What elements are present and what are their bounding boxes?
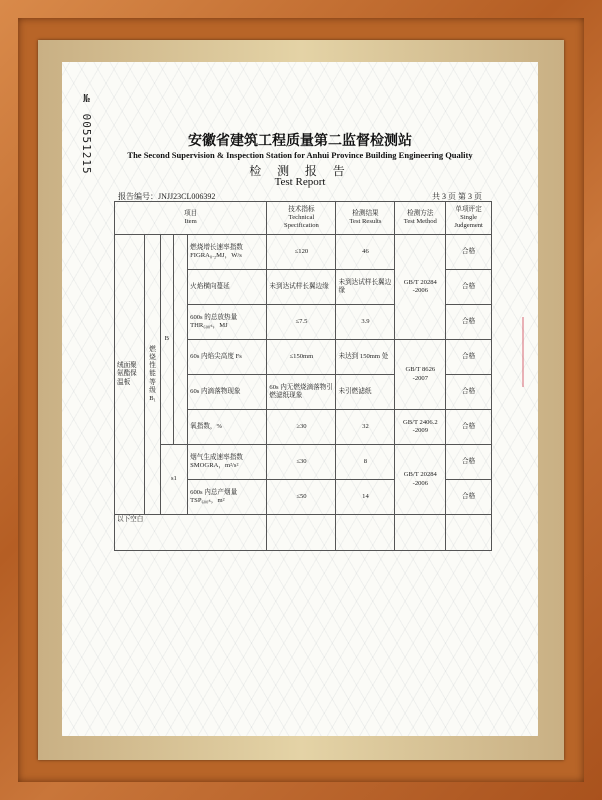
row-result: 3.9 bbox=[336, 305, 395, 340]
station-title-cn: 安徽省建筑工程质量第二监督检测站 bbox=[188, 133, 412, 149]
page-number: 共 3 页 第 3 页 bbox=[432, 192, 482, 201]
row-spec: ≤50 bbox=[267, 480, 336, 515]
class-b-blank bbox=[173, 235, 187, 445]
row-result: 未到达试样长翼边缘 bbox=[336, 270, 395, 305]
table-footer-row bbox=[115, 515, 492, 551]
row-spec: 60s 内无燃烧滴落物引燃滤纸现象 bbox=[267, 375, 336, 410]
method-cell: GB/T 8626 -2007 bbox=[395, 340, 446, 410]
table-header-row bbox=[115, 202, 492, 235]
row-result: 14 bbox=[336, 480, 395, 515]
row-result: 46 bbox=[336, 235, 395, 270]
blank-below-note: 以下空白 bbox=[115, 515, 267, 551]
header-item: 项目 Item bbox=[115, 202, 267, 235]
row-item: 氧指数，% bbox=[188, 410, 267, 445]
row-item: 60s 内焰尖高度 Fs bbox=[188, 340, 267, 375]
report-title-cn: 检 测 报 告 bbox=[249, 164, 351, 178]
test-results-table bbox=[114, 201, 492, 551]
method-cell: GB/T 20284 -2006 bbox=[395, 235, 446, 340]
row-spec: ≤30 bbox=[267, 445, 336, 480]
method-cell: GB/T 20284 -2006 bbox=[395, 445, 446, 515]
grade-cell: 燃烧性能等级B₁ bbox=[145, 235, 160, 515]
header-spec: 技术指标 Technical Specification bbox=[267, 202, 336, 235]
certificate-page bbox=[62, 62, 538, 736]
footer-blank bbox=[446, 515, 492, 551]
report-number: 报告编号：JNJJ23CL006392 bbox=[118, 192, 216, 201]
row-judgement: 合格 bbox=[446, 270, 492, 305]
table-row bbox=[115, 445, 492, 480]
footer-blank bbox=[395, 515, 446, 551]
station-title-en: The Second Supervision & Inspection Station for Anhui Province Building Engineering Quality bbox=[127, 150, 473, 160]
row-spec: ≤150mm bbox=[267, 340, 336, 375]
row-spec: 未到达试样长翼边缘 bbox=[267, 270, 336, 305]
header-judgement: 单项评定 Single Judgement bbox=[446, 202, 492, 235]
row-judgement: 合格 bbox=[446, 305, 492, 340]
header-results: 检测结果 Test Results bbox=[336, 202, 395, 235]
class-b-cell: B bbox=[160, 235, 173, 445]
method-cell: GB/T 2406.2 -2009 bbox=[395, 410, 446, 445]
table-row bbox=[115, 235, 492, 270]
serial-number: № 00551215 bbox=[80, 92, 93, 175]
footer-blank bbox=[336, 515, 395, 551]
report-title-en: Test Report bbox=[274, 176, 326, 188]
row-item: 600s 的总放热量 THR₆₀₀ₛ，MJ bbox=[188, 305, 267, 340]
row-item: 火焰横向蔓延 bbox=[188, 270, 267, 305]
row-spec: ≤120 bbox=[267, 235, 336, 270]
material-cell: 绒面聚氨酯保温板 bbox=[115, 235, 145, 515]
row-item: 烟气生成速率指数 SMOGRA，m²/s² bbox=[188, 445, 267, 480]
header-method: 检测方法 Test Method bbox=[395, 202, 446, 235]
row-judgement: 合格 bbox=[446, 235, 492, 270]
row-judgement: 合格 bbox=[446, 375, 492, 410]
row-item: 60s 内滴落物现象 bbox=[188, 375, 267, 410]
row-judgement: 合格 bbox=[446, 340, 492, 375]
row-result: 32 bbox=[336, 410, 395, 445]
row-judgement: 合格 bbox=[446, 445, 492, 480]
row-spec: ≤7.5 bbox=[267, 305, 336, 340]
row-judgement: 合格 bbox=[446, 480, 492, 515]
seal-stamp-edge bbox=[522, 317, 538, 387]
row-result: 未达到 150mm 处 bbox=[336, 340, 395, 375]
footer-blank bbox=[267, 515, 336, 551]
row-item: 600s 内总产烟量 TSP₆₀₀ₛ，m² bbox=[188, 480, 267, 515]
row-spec: ≥30 bbox=[267, 410, 336, 445]
row-item: 燃烧增长速率指数 FIGRA₀.₂MJ，W/s bbox=[188, 235, 267, 270]
class-s1-cell: s1 bbox=[160, 445, 187, 515]
row-result: 未引燃滤纸 bbox=[336, 375, 395, 410]
row-judgement: 合格 bbox=[446, 410, 492, 445]
row-result: 8 bbox=[336, 445, 395, 480]
